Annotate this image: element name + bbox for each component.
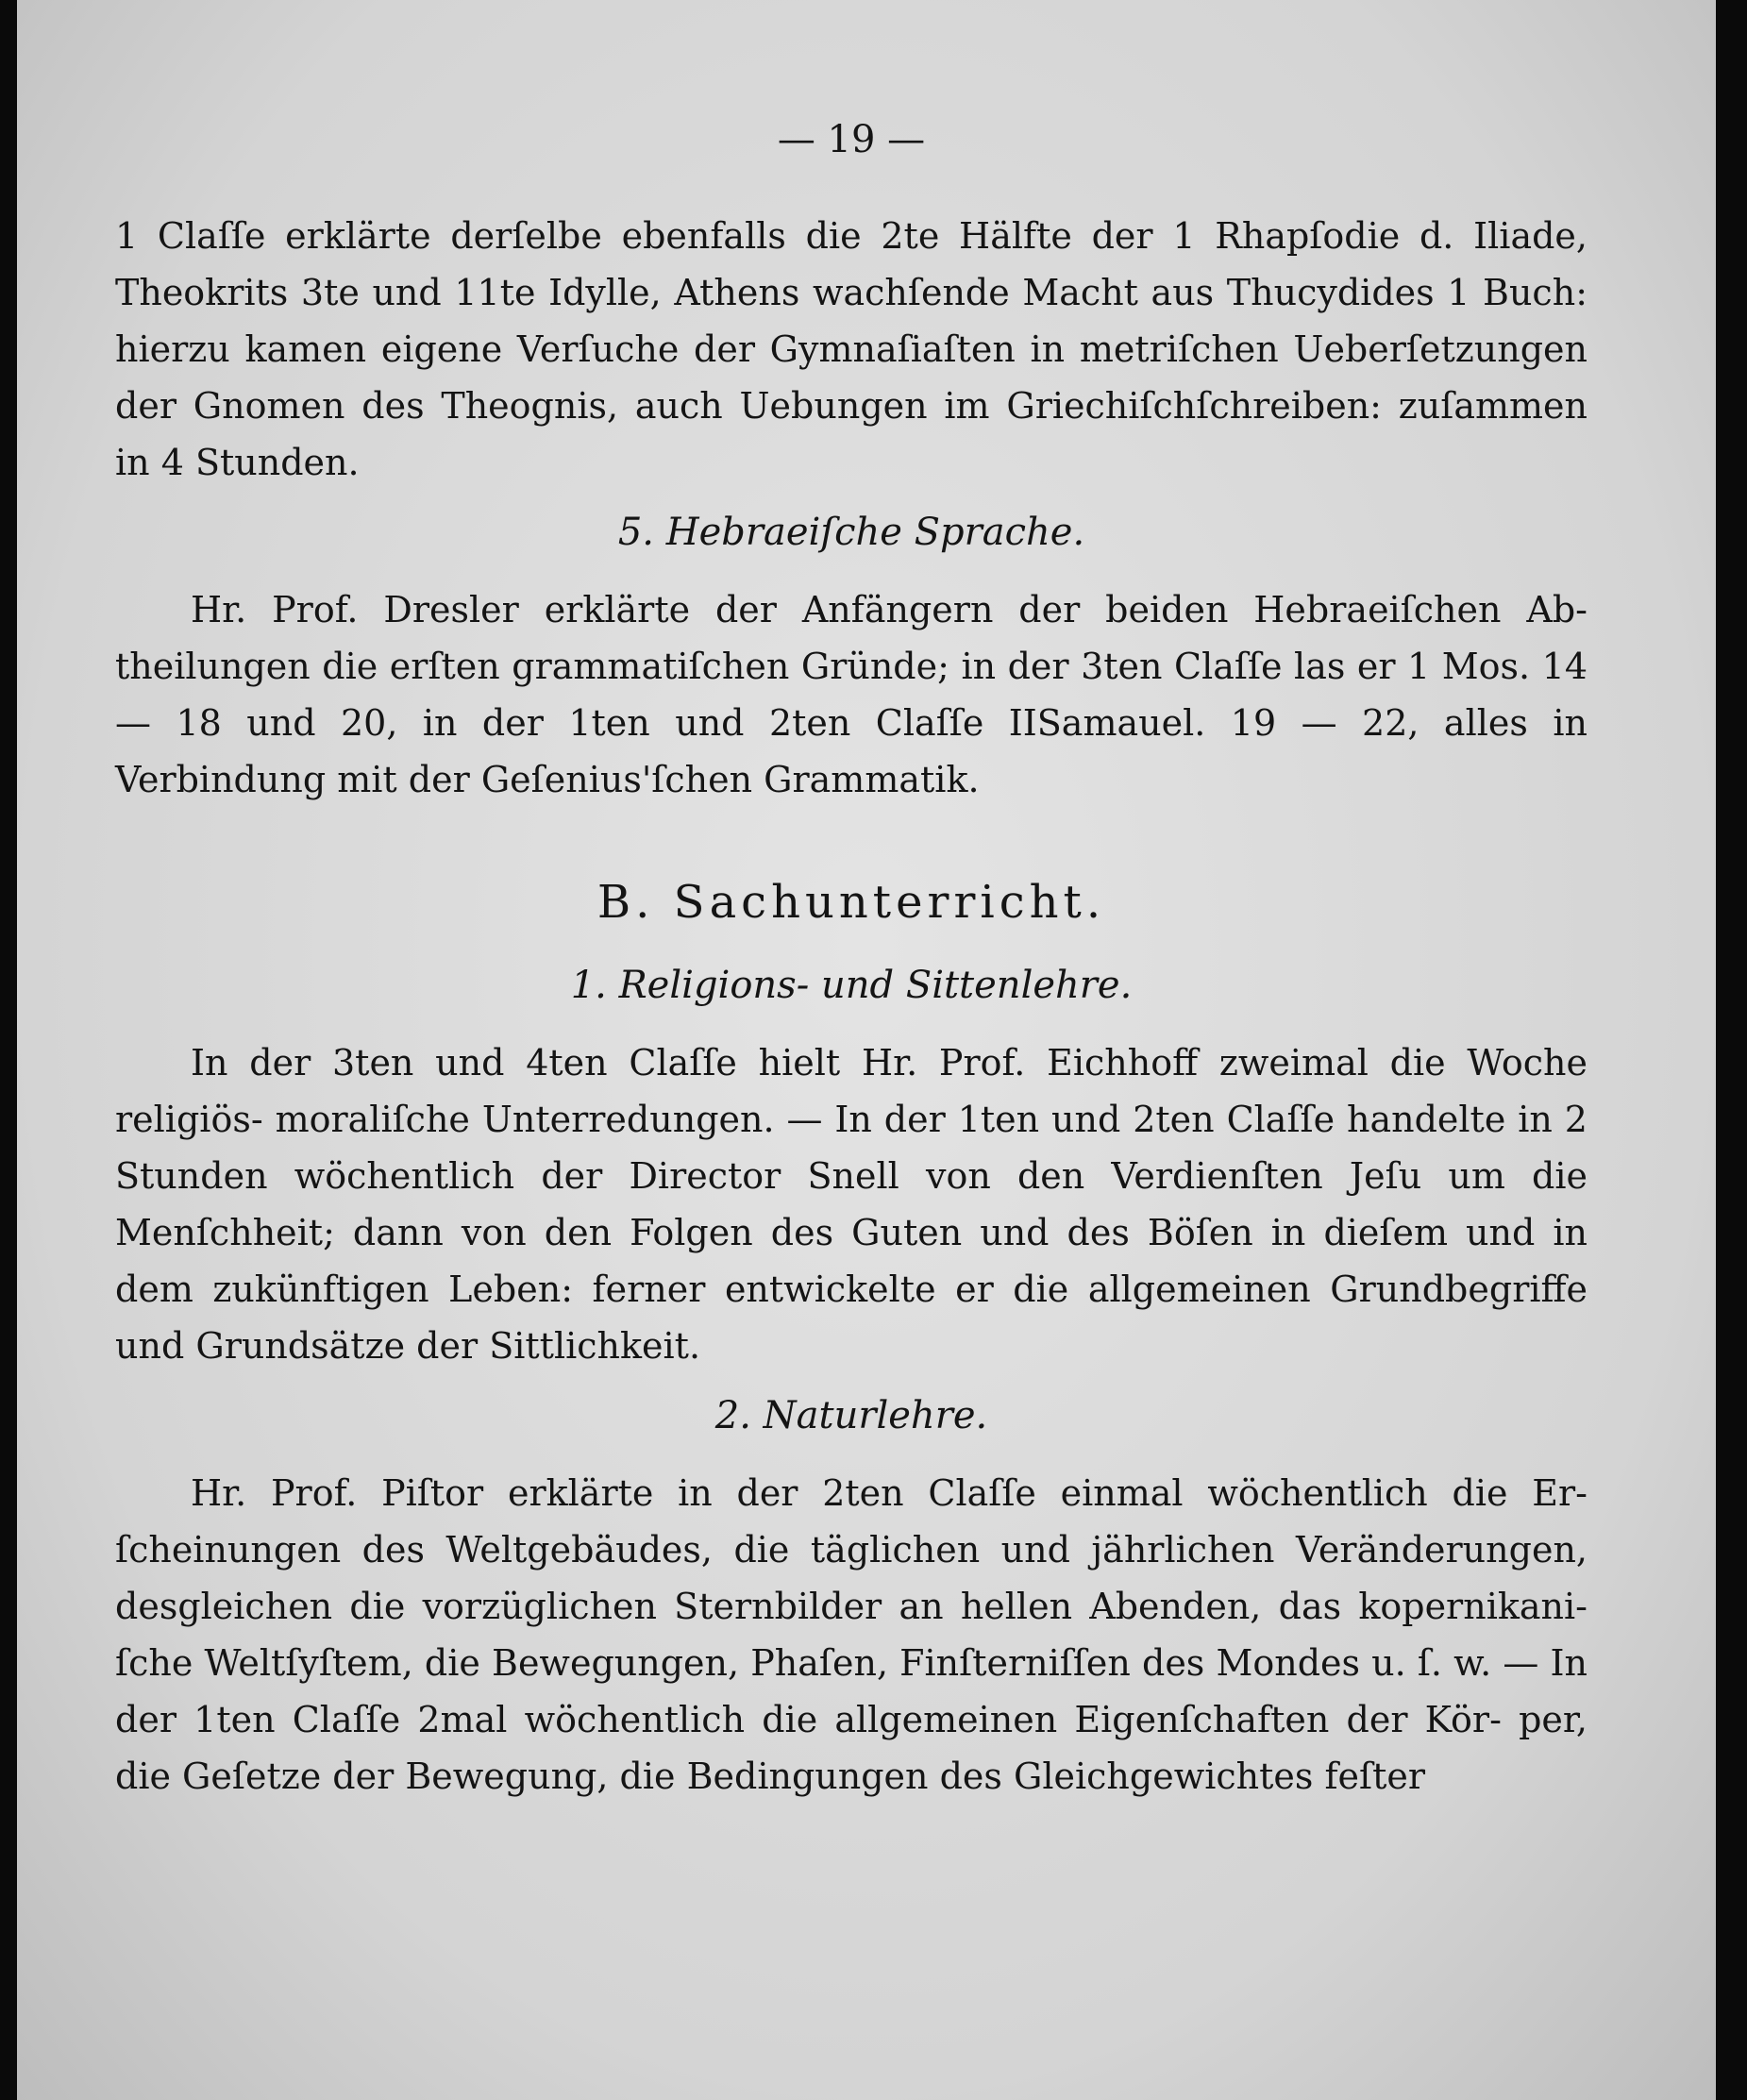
section-title-sachunterricht: B. Sachunterricht. xyxy=(596,876,1106,929)
text-line: Hr. Prof. Piſtor erklärte in der 2ten Claſſe einmal wöchentlich die Er- xyxy=(191,1472,1587,1514)
text-line: In der 3ten und 4ten Claſſe hielt Hr. Prof. Eichhoff zweimal die Woche xyxy=(191,1042,1587,1084)
text-line: theilungen die erſten grammatiſchen Gründe; in der 3ten Claſſe las er 1 Mos. xyxy=(115,646,1531,687)
text-line: religiös- moraliſche Unterredungen. — In der 1ten und 2ten Claſſe handelte xyxy=(115,1099,1506,1140)
text-line: Theokrits 3te und 11te Idylle, Athens wachſende Macht aus Thucydides 1 Buch: xyxy=(115,272,1587,313)
text-line: per, die Geſetze der Bewegung, die Bedingungen des Gleichgewichtes feſter xyxy=(115,1699,1587,1797)
text-line: Hr. Prof. Dresler erklärte der Anfängern der beiden Hebraeiſchen Ab- xyxy=(191,589,1587,630)
text-line: In der 1ten Claſſe 2mal wöchentlich die allgemeinen Eigenſchaften der Kör- xyxy=(115,1642,1587,1740)
page-text xyxy=(115,111,1587,1805)
text-line: der Gnomen des Theognis, auch Uebungen im Griechiſchſchreiben: zuſammen xyxy=(115,385,1587,427)
text-line: ſcheinungen des Weltgebäudes, die täglichen und jährlichen Veränderungen, xyxy=(115,1529,1587,1571)
paragraph-naturlehre xyxy=(115,1465,1587,1805)
heading-religion: 1. Religions- und Sittenlehre. xyxy=(570,964,1133,1007)
text-line: dem zukünftigen Leben: ferner entwickelte er die allgemeinen Grundbegriffe xyxy=(115,1268,1587,1310)
text-line: hierzu kamen eigene Verſuche der Gymnaſiaſten in metriſchen Ueberſetzungen xyxy=(115,328,1587,370)
text-line: in 2 Stunden wöchentlich der Director Snell von den Verdienſten Jeſu um die xyxy=(115,1099,1587,1197)
paragraph-hebrew xyxy=(115,581,1587,808)
scanned-page xyxy=(17,0,1716,2100)
text-line: 14 — 18 und 20, in der 1ten und 2ten Claſſe IISamauel. 19 — 22, alles xyxy=(115,646,1587,744)
paragraph-religion xyxy=(115,1034,1587,1374)
text-line: in Verbindung mit der Geſenius'ſchen Grammatik. xyxy=(115,702,1587,800)
text-line: ſche Weltſyſtem, die Bewegungen, Phaſen, Finſterniſſen des Mondes u. ſ. w. — xyxy=(115,1642,1539,1684)
page-number: — 19 — xyxy=(777,118,926,161)
text-line: in 4 Stunden. xyxy=(115,442,360,483)
text-line: 1 Claſſe erklärte derſelbe ebenfalls die 2te Hälfte der 1 Rhapſodie d. Iliade, xyxy=(115,215,1587,257)
heading-hebrew: 5. Hebraeiſche Sprache. xyxy=(617,511,1085,554)
text-line: und Grundsätze der Sittlichkeit. xyxy=(115,1325,701,1367)
text-line: Menſchheit; dann von den Folgen des Guten und des Böſen in dieſem und in xyxy=(115,1212,1587,1253)
paragraph-greek-continued xyxy=(115,208,1587,491)
heading-naturlehre: 2. Naturlehre. xyxy=(714,1394,988,1437)
text-line: desgleichen die vorzüglichen Sternbilder an hellen Abenden, das kopernikani- xyxy=(115,1586,1587,1627)
